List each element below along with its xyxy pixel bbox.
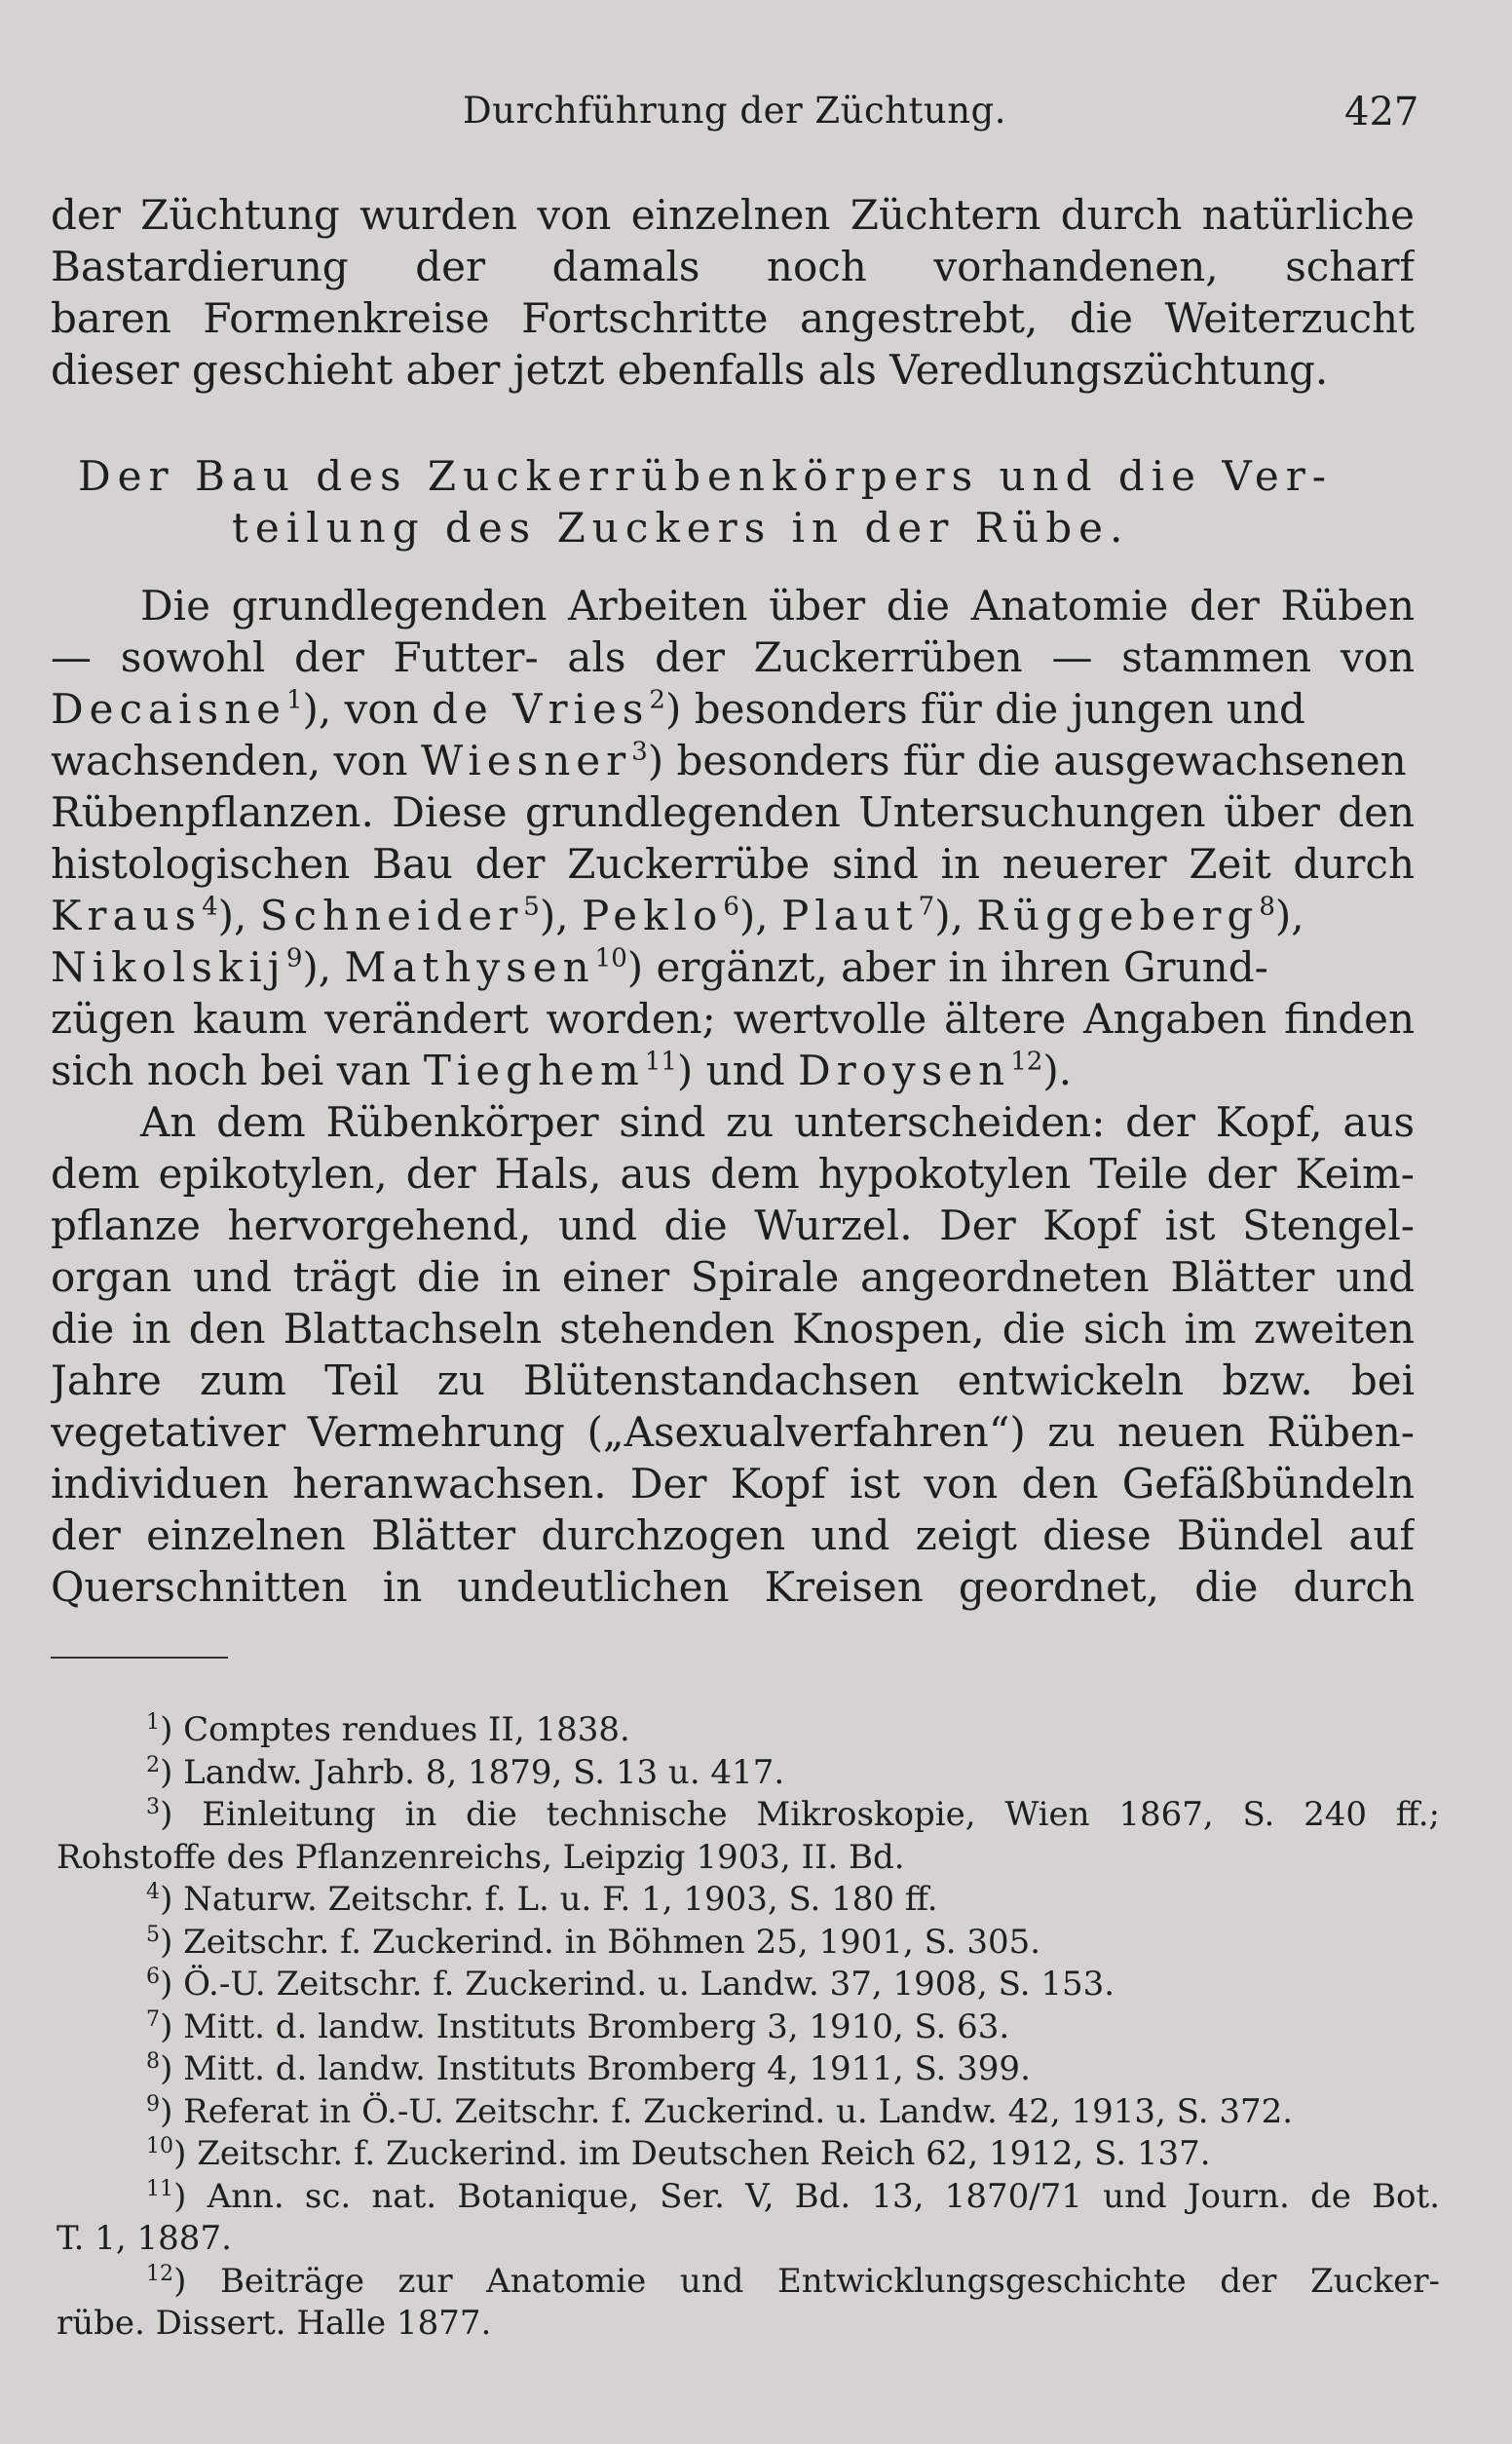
text-line: zügen kaum verändert worden; wertvolle ältere Angaben finden	[51, 995, 1415, 1043]
footnote-text: ) Ö.-U. Zeitschr. f. Zuckerind. u. Landw. 37, 1908, S. 153.	[160, 1965, 1115, 2004]
text-run: ),	[539, 892, 582, 939]
text-line: der einzelnen Blätter durchzogen und zeigt diese Bündel auf	[51, 1511, 1415, 1559]
footnote-text: ) Beiträge zur Anatomie und Entwicklungsgeschichte der Zucker-	[173, 2261, 1440, 2301]
running-title: Durchführung der Züchtung.	[463, 90, 1006, 132]
text-run: ),	[738, 892, 781, 939]
text-run: ), von	[302, 685, 419, 733]
footnote-mark: 8	[146, 2047, 161, 2074]
author-name: Tieghem	[423, 1047, 645, 1094]
text-run: ),	[302, 943, 345, 991]
footnote-text: ) Naturw. Zeitschr. f. L. u. F. 1, 1903, S. 180 ff.	[160, 1880, 938, 1919]
footnote-mark: 12	[146, 2260, 174, 2286]
text-line: — sowohl der Futter- als der Zuckerrüben — stammen von	[51, 633, 1415, 681]
footnote-ref: 3	[631, 737, 648, 767]
text-run: ) besonders für die ausgewachsenen	[647, 737, 1407, 784]
footnote	[57, 1709, 1440, 1752]
author-name: Peklo	[581, 892, 724, 939]
footnote	[57, 1964, 1440, 2006]
footnote-mark: 10	[146, 2132, 174, 2158]
footnote-text: ) Comptes rendues II, 1838.	[160, 1710, 630, 1749]
footnote-text: ) Mitt. d. landw. Instituts Bromberg 4, 1911, S. 399.	[160, 2049, 1031, 2088]
footnote-mark: 4	[146, 1878, 161, 1904]
text-line	[51, 890, 1415, 941]
footnote-ref: 8	[1259, 892, 1275, 922]
footnote-mark: 5	[146, 1921, 161, 1947]
main-text	[51, 189, 1415, 1613]
text-run: ),	[217, 892, 260, 939]
section-heading: teilung des Zuckers in der Rübe.	[232, 504, 1130, 552]
text-line: Querschnitten in undeutlichen Kreisen geordnet, die durch	[51, 1563, 1415, 1611]
author-name: Schneider	[259, 892, 524, 939]
text-run: ) und	[676, 1047, 798, 1094]
text-line: dem epikotylen, der Hals, aus dem hypokotylen Teile der Keim-	[51, 1150, 1415, 1198]
footnote-text: ) Mitt. d. landw. Instituts Bromberg 3, 1910, S. 63.	[160, 2006, 1010, 2046]
author-name: Decaisne	[51, 685, 286, 733]
footnote	[57, 2133, 1440, 2176]
text-line	[51, 735, 1415, 786]
text-line: Bastardierung der damals noch vorhandenen, scharf	[51, 243, 1415, 290]
footnotes	[57, 1709, 1440, 2346]
text-line: dieser geschieht aber jetzt ebenfalls als Veredlungszüchtung.	[51, 346, 1329, 394]
footnote	[57, 2048, 1440, 2091]
author-name: Nikolskij	[51, 943, 286, 991]
footnote	[57, 2261, 1440, 2304]
text-line: pflanze hervorgehend, und die Wurzel. Der Kopf ist Stengel-	[51, 1202, 1415, 1249]
footnote-text: ) Zeitschr. f. Zuckerind. im Deutschen Reich 62, 1912, S. 137.	[173, 2134, 1211, 2173]
text-line	[51, 683, 1415, 735]
footnote-ref: 5	[523, 892, 540, 922]
footnote	[57, 2091, 1440, 2134]
footnote-ref: 10	[594, 943, 627, 974]
footnote	[57, 1922, 1440, 1965]
footnote-ref: 12	[1010, 1047, 1043, 1077]
text-line: der Züchtung wurden von einzelnen Züchtern durch natürliche	[51, 191, 1415, 239]
section-heading: Der Bau des Zuckerrübenkörpers und die Ver-	[78, 452, 1333, 500]
footnote-text: ) Einleitung in die technische Mikroskopie, Wien 1867, S. 240 ff.;	[160, 1795, 1440, 1834]
author-name: Wiesner	[420, 737, 632, 784]
footnote-mark: 1	[146, 1708, 161, 1735]
text-run: ),	[934, 892, 977, 939]
text-line: Jahre zum Teil zu Blütenstandachsen entwickeln bzw. bei	[51, 1356, 1415, 1404]
text-line: individuen heranwachsen. Der Kopf ist von den Gefäßbündeln	[51, 1460, 1415, 1508]
footnote-mark: 3	[146, 1794, 161, 1819]
text-line: An dem Rübenkörper sind zu unterscheiden: der Kopf, aus	[140, 1098, 1415, 1146]
footnote-divider	[51, 1657, 228, 1659]
footnote-ref: 4	[202, 892, 218, 922]
footnote	[57, 1794, 1440, 1837]
footnote	[57, 1879, 1440, 1922]
author-name: Droysen	[798, 1047, 1011, 1094]
text-run: ),	[1274, 892, 1304, 939]
footnote-text: ) Referat in Ö.-U. Zeitschr. f. Zuckerind. u. Landw. 42, 1913, S. 372.	[160, 2091, 1294, 2131]
footnote-continuation: rübe. Dissert. Halle 1877.	[57, 2304, 492, 2343]
footnote	[57, 1752, 1440, 1795]
text-line: organ und trägt die in einer Spirale angeordneten Blätter und	[51, 1253, 1415, 1301]
footnote-mark: 9	[146, 2090, 161, 2117]
author-name: Plaut	[781, 892, 919, 939]
text-line: Die grundlegenden Arbeiten über die Anatomie der Rüben	[140, 582, 1415, 630]
author-name: Kraus	[51, 892, 203, 939]
footnote-mark: 6	[146, 1963, 161, 1989]
footnote-text: ) Landw. Jahrb. 8, 1879, S. 13 u. 417.	[160, 1752, 785, 1792]
footnote	[57, 2006, 1440, 2049]
text-line: histologischen Bau der Zuckerrübe sind in neuerer Zeit durch	[51, 840, 1415, 888]
footnote-ref: 7	[918, 892, 935, 922]
footnote-ref: 2	[649, 685, 665, 715]
footnote-ref: 1	[285, 685, 303, 715]
footnote-continuation: T. 1, 1887.	[57, 2219, 232, 2258]
text-line: vegetativer Vermehrung („Asexualverfahren“) zu neuen Rüben-	[51, 1408, 1415, 1456]
footnote-mark: 7	[146, 2005, 161, 2032]
text-line: die in den Blattachseln stehenden Knospen, die sich im zweiten	[51, 1305, 1415, 1353]
footnote-ref: 9	[285, 943, 303, 974]
footnote-text: ) Zeitschr. f. Zuckerind. in Böhmen 25, 1901, S. 305.	[160, 1922, 1041, 1962]
text-run: wachsenden, von	[51, 737, 421, 784]
text-run: sich noch bei van	[51, 1047, 424, 1094]
text-line	[51, 941, 1415, 993]
author-name: Mathysen	[344, 943, 595, 991]
text-line: baren Formenkreise Fortschritte angestrebt, die Weiterzucht	[51, 294, 1415, 342]
footnote-ref: 6	[723, 892, 739, 922]
text-run: ) ergänzt, aber in ihren Grund-	[626, 943, 1268, 991]
text-line: Rübenpflanzen. Diese grundlegenden Untersuchungen über den	[51, 788, 1415, 836]
footnote-continuation: Rohstoffe des Pflanzenreichs, Leipzig 1903, II. Bd.	[57, 1837, 905, 1877]
footnote-ref: 11	[644, 1047, 677, 1077]
footnote-text: ) Ann. sc. nat. Botanique, Ser. V, Bd. 13, 1870/71 und Journ. de Bot.	[173, 2176, 1440, 2216]
footnote-mark: 11	[146, 2175, 174, 2201]
page-number: 427	[1344, 90, 1419, 134]
text-line	[51, 1045, 1415, 1096]
author-name: de Vries	[432, 685, 650, 733]
page-header	[0, 90, 1512, 148]
author-name: Rüggeberg	[976, 892, 1260, 939]
footnote-mark: 2	[146, 1751, 161, 1777]
text-run: ).	[1042, 1047, 1073, 1094]
footnote	[57, 2176, 1440, 2219]
text-run: ) besonders für die jungen und	[664, 685, 1305, 733]
